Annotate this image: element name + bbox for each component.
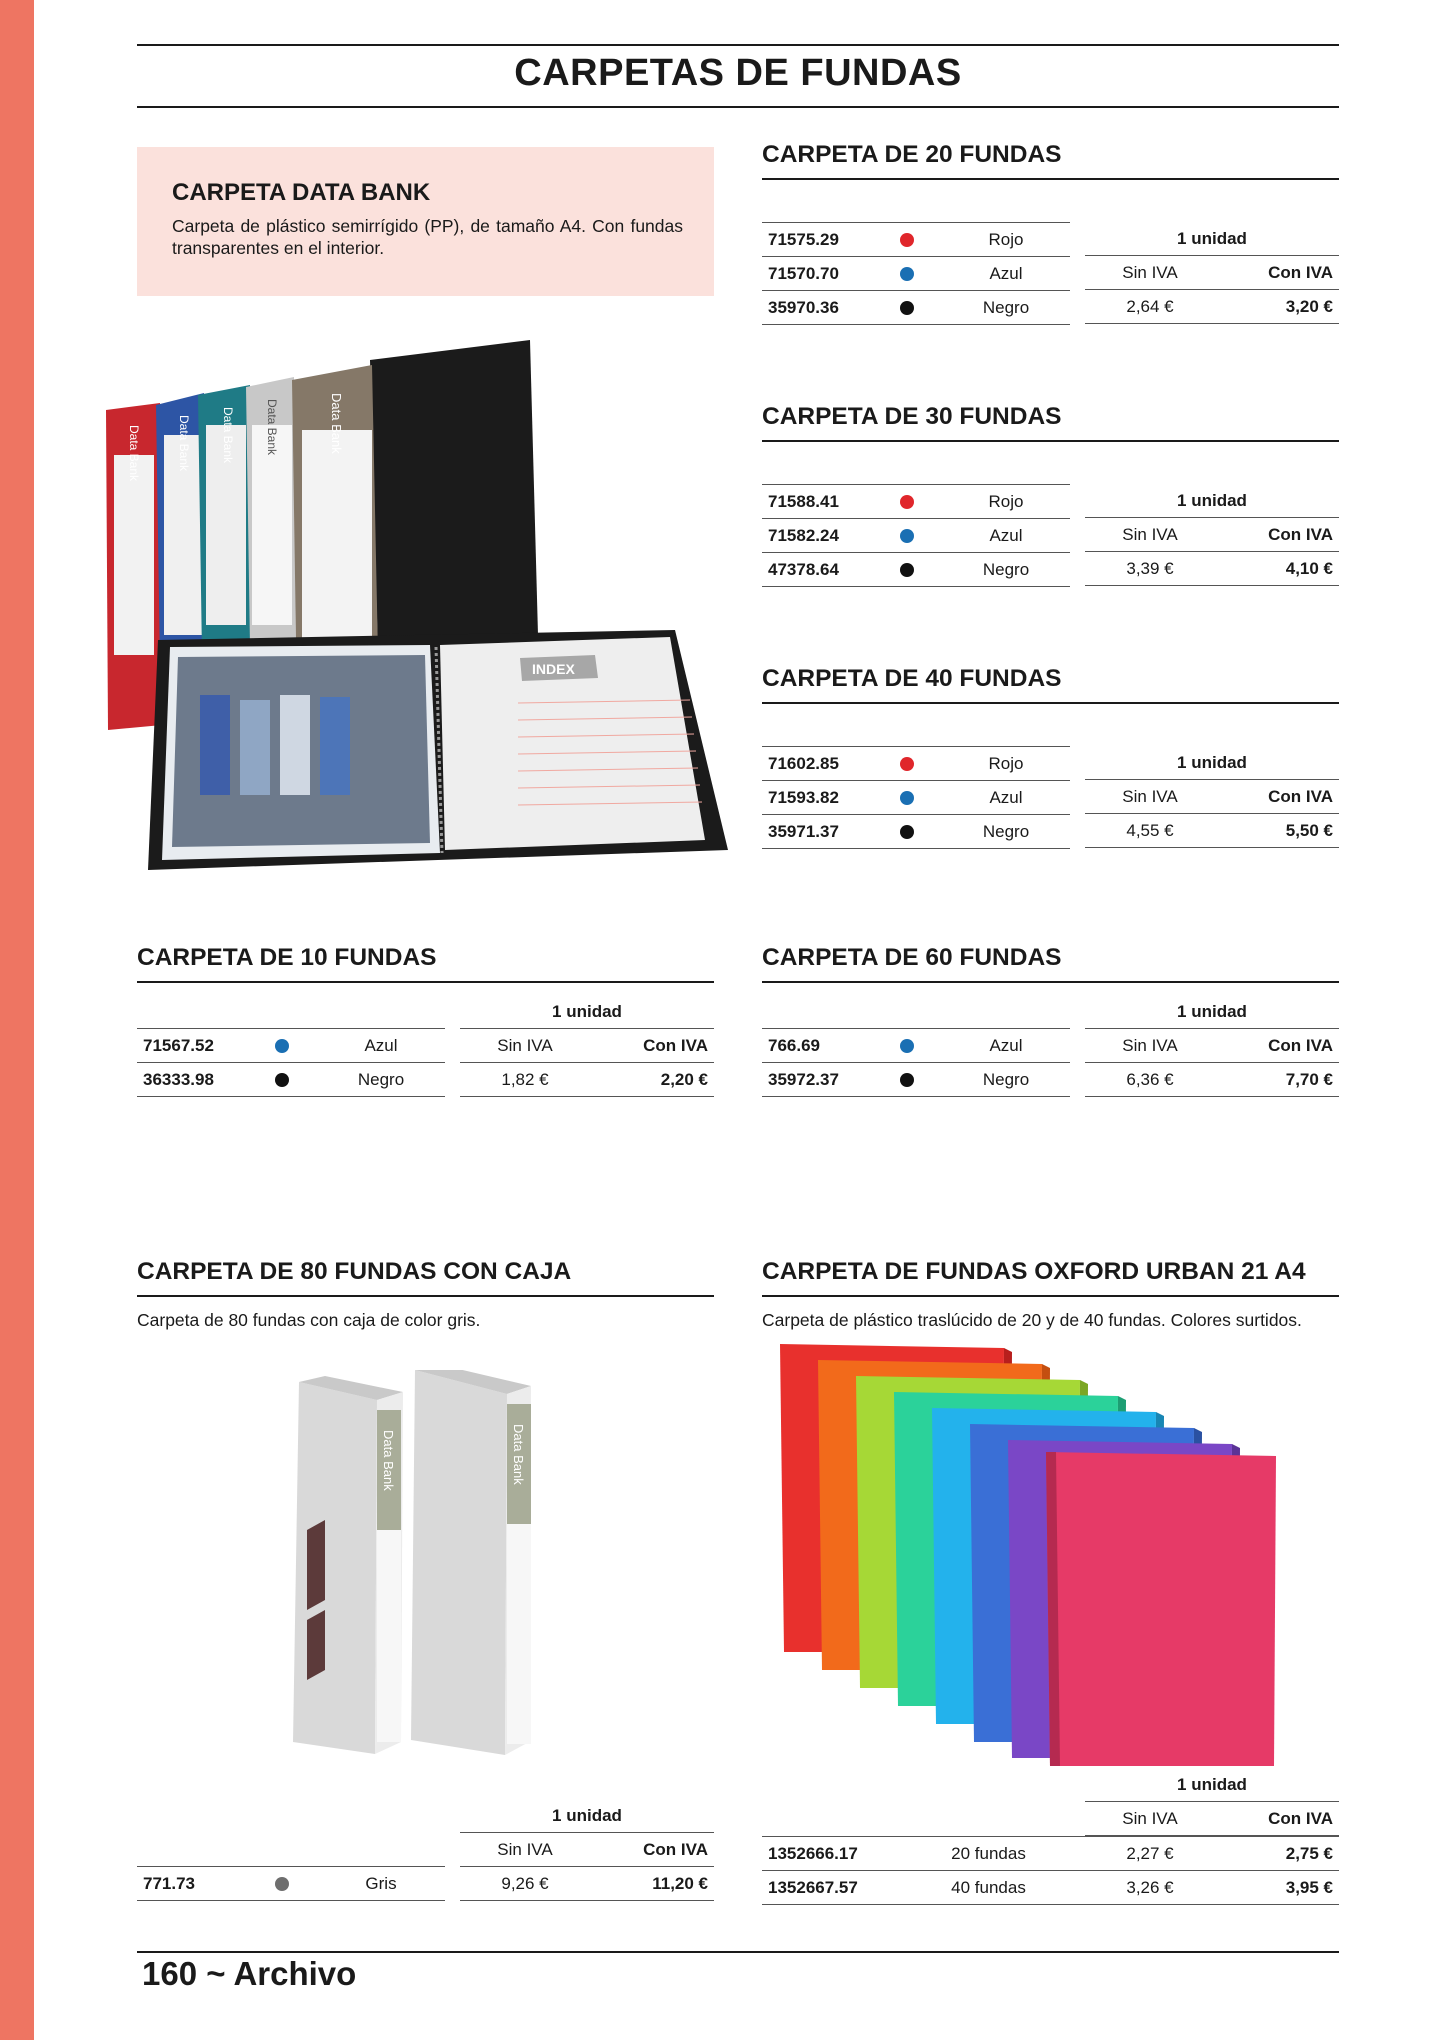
codes-table-20 bbox=[762, 222, 1070, 325]
prices-table-10 bbox=[460, 1028, 714, 1097]
codes-table-30 bbox=[762, 484, 1070, 587]
page-title: CARPETAS DE FUNDAS bbox=[514, 52, 962, 94]
section-title-rule bbox=[762, 178, 1339, 180]
accent-side-band bbox=[0, 0, 34, 2040]
table-row bbox=[762, 553, 1070, 587]
product-code: 35971.37 bbox=[762, 815, 872, 849]
section-title: CARPETA DE 60 FUNDAS bbox=[762, 944, 1062, 971]
con-iva-header: Con IVA bbox=[1215, 256, 1339, 290]
sin-iva-header: Sin IVA bbox=[460, 1833, 590, 1867]
product-code: 1352667.57 bbox=[762, 1871, 907, 1905]
color-name: Azul bbox=[317, 1029, 445, 1063]
section-title: CARPETA DE 30 FUNDAS bbox=[762, 403, 1062, 430]
table-row bbox=[762, 223, 1070, 257]
table-row bbox=[460, 1833, 714, 1867]
price-sin-iva: 3,39 € bbox=[1085, 552, 1215, 586]
table-row bbox=[1085, 1802, 1339, 1836]
black-folder-cover bbox=[370, 340, 538, 655]
table-row bbox=[1085, 1029, 1339, 1063]
red-dot-icon bbox=[900, 757, 914, 771]
codes-table-40 bbox=[762, 746, 1070, 849]
con-iva-header: Con IVA bbox=[1215, 518, 1339, 552]
section-title-rule bbox=[762, 981, 1339, 983]
section-60-fundas bbox=[762, 941, 1339, 983]
codes-table-10 bbox=[137, 1028, 445, 1097]
box-folders-photo bbox=[285, 1370, 565, 1760]
sin-iva-header: Sin IVA bbox=[1085, 1802, 1215, 1836]
color-name: Negro bbox=[942, 1063, 1070, 1097]
data-bank-folders-photo bbox=[100, 335, 730, 880]
table-row bbox=[762, 485, 1070, 519]
color-name: Negro bbox=[942, 815, 1070, 849]
box-spine-label: Data Bank bbox=[511, 1424, 526, 1485]
variant-name: 40 fundas bbox=[907, 1871, 1070, 1905]
unit-header: 1 unidad bbox=[1085, 746, 1339, 780]
color-name: Rojo bbox=[942, 223, 1070, 257]
product-code: 47378.64 bbox=[762, 553, 872, 587]
price-con-iva: 11,20 € bbox=[590, 1867, 714, 1901]
box-spine-label: Data Bank bbox=[381, 1430, 396, 1491]
table-row bbox=[762, 1837, 1339, 1871]
product-code: 71593.82 bbox=[762, 781, 872, 815]
title-bottom-rule bbox=[137, 106, 1339, 108]
spine-label: Data Bank bbox=[265, 399, 279, 456]
product-code: 766.69 bbox=[762, 1029, 872, 1063]
unit-header: 1 unidad bbox=[552, 1002, 622, 1021]
blue-dot-icon bbox=[275, 1039, 289, 1053]
section-title: CARPETA DE 20 FUNDAS bbox=[762, 141, 1062, 168]
color-name: Negro bbox=[317, 1063, 445, 1097]
blue-dot-icon bbox=[900, 791, 914, 805]
color-name: Azul bbox=[942, 1029, 1070, 1063]
table-row bbox=[762, 1063, 1070, 1097]
section-title: CARPETA DE 10 FUNDAS bbox=[137, 944, 437, 971]
product-code: 71575.29 bbox=[762, 223, 872, 257]
product-code: 771.73 bbox=[137, 1867, 247, 1901]
title-top-rule bbox=[137, 44, 1339, 46]
section-description: Carpeta de plástico traslúcido de 20 y de 40 fundas. Colores surtidos. bbox=[762, 1310, 1302, 1330]
table-row bbox=[762, 781, 1070, 815]
black-dot-icon bbox=[900, 301, 914, 315]
product-code: 36333.98 bbox=[137, 1063, 247, 1097]
price-sin-iva: 2,64 € bbox=[1085, 290, 1215, 324]
section-title-rule bbox=[137, 1295, 714, 1297]
table-row bbox=[1085, 1063, 1339, 1097]
blue-dot-icon bbox=[900, 1039, 914, 1053]
index-tab-label: INDEX bbox=[532, 661, 575, 677]
sin-iva-header: Sin IVA bbox=[460, 1029, 590, 1063]
color-name: Azul bbox=[942, 257, 1070, 291]
section-10-fundas bbox=[137, 941, 714, 983]
table-row bbox=[762, 1029, 1070, 1063]
table-row bbox=[137, 1063, 445, 1097]
section-oxford-urban bbox=[762, 1255, 1339, 1331]
price-sin-iva: 6,36 € bbox=[1085, 1063, 1215, 1097]
spine-label: Data Bank bbox=[177, 415, 191, 472]
product-code: 1352666.17 bbox=[762, 1837, 907, 1871]
price-con-iva: 7,70 € bbox=[1215, 1063, 1339, 1097]
spine-label: Data Bank bbox=[329, 393, 344, 454]
pink-oxford-folder bbox=[1046, 1452, 1276, 1766]
con-iva-header: Con IVA bbox=[1215, 1802, 1339, 1836]
sin-iva-header: Sin IVA bbox=[1085, 1029, 1215, 1063]
con-iva-header: Con IVA bbox=[590, 1029, 714, 1063]
product-code: 71570.70 bbox=[762, 257, 872, 291]
section-20-fundas bbox=[762, 138, 1339, 180]
price-con-iva: 5,50 € bbox=[1215, 814, 1339, 848]
price-sin-iva: 3,26 € bbox=[1085, 1871, 1215, 1905]
blue-dot-icon bbox=[900, 529, 914, 543]
blue-dot-icon bbox=[900, 267, 914, 281]
section-title-rule bbox=[762, 702, 1339, 704]
color-name: Azul bbox=[942, 519, 1070, 553]
section-title-rule bbox=[137, 981, 714, 983]
price-sin-iva: 2,27 € bbox=[1085, 1837, 1215, 1871]
section-title: CARPETA DE 40 FUNDAS bbox=[762, 665, 1062, 692]
spine-label: Data Bank bbox=[221, 407, 235, 464]
unit-header: 1 unidad bbox=[1085, 484, 1339, 518]
table-row bbox=[1085, 780, 1339, 814]
open-folder bbox=[148, 630, 728, 870]
price-con-iva: 3,95 € bbox=[1215, 1871, 1339, 1905]
data-bank-title: CARPETA DATA BANK bbox=[172, 179, 431, 206]
price-con-iva: 4,10 € bbox=[1215, 552, 1339, 586]
section-title-rule bbox=[762, 440, 1339, 442]
prices-header-oxford bbox=[1085, 1768, 1339, 1836]
section-description: Carpeta de 80 fundas con caja de color gris. bbox=[137, 1310, 481, 1330]
footer-rule bbox=[137, 1951, 1339, 1953]
table-row bbox=[137, 1867, 445, 1901]
unit-header: 1 unidad bbox=[1177, 1002, 1247, 1021]
table-row bbox=[762, 1871, 1339, 1905]
color-name: Azul bbox=[942, 781, 1070, 815]
table-row bbox=[1085, 1768, 1339, 1802]
price-con-iva: 2,75 € bbox=[1215, 1837, 1339, 1871]
table-row bbox=[460, 1867, 714, 1901]
table-row bbox=[460, 1063, 714, 1097]
black-dot-icon bbox=[900, 825, 914, 839]
red-dot-icon bbox=[900, 495, 914, 509]
price-sin-iva: 1,82 € bbox=[460, 1063, 590, 1097]
page-footer: 160 ~ Archivo bbox=[142, 1955, 357, 1992]
sin-iva-header: Sin IVA bbox=[1085, 256, 1215, 290]
spine-label: Data Bank bbox=[127, 425, 141, 482]
red-dot-icon bbox=[900, 233, 914, 247]
oxford-folders-photo bbox=[776, 1340, 1286, 1770]
section-80-fundas-caja bbox=[137, 1255, 714, 1331]
sin-iva-header: Sin IVA bbox=[1085, 518, 1215, 552]
price-sin-iva: 4,55 € bbox=[1085, 814, 1215, 848]
price-con-iva: 2,20 € bbox=[590, 1063, 714, 1097]
table-row bbox=[460, 1029, 714, 1063]
table-row bbox=[1085, 746, 1339, 780]
black-dot-icon bbox=[275, 1073, 289, 1087]
color-name: Gris bbox=[317, 1867, 445, 1901]
table-row bbox=[1085, 814, 1339, 848]
price-con-iva: 3,20 € bbox=[1215, 290, 1339, 324]
section-30-fundas bbox=[762, 400, 1339, 442]
con-iva-header: Con IVA bbox=[1215, 1029, 1339, 1063]
codes-table-60 bbox=[762, 1028, 1070, 1097]
prices-table-30 bbox=[1085, 484, 1339, 586]
section-40-fundas bbox=[762, 662, 1339, 704]
table-row bbox=[762, 815, 1070, 849]
color-name: Rojo bbox=[942, 485, 1070, 519]
table-row bbox=[762, 519, 1070, 553]
black-dot-icon bbox=[900, 1073, 914, 1087]
variant-name: 20 fundas bbox=[907, 1837, 1070, 1871]
unit-header: 1 unidad bbox=[1085, 222, 1339, 256]
table-row bbox=[1085, 222, 1339, 256]
unit-header: 1 unidad bbox=[552, 1806, 622, 1825]
data-bank-description: Carpeta de plástico semirrígido (PP), de tamaño A4. Con fundas transparentes en el interior. bbox=[172, 216, 683, 258]
black-dot-icon bbox=[900, 563, 914, 577]
price-sin-iva: 9,26 € bbox=[460, 1867, 590, 1901]
table-row bbox=[762, 291, 1070, 325]
codes-table-80 bbox=[137, 1866, 445, 1901]
prices-table-80 bbox=[460, 1832, 714, 1901]
prices-table-20 bbox=[1085, 222, 1339, 324]
product-code: 71582.24 bbox=[762, 519, 872, 553]
section-title: CARPETA DE 80 FUNDAS CON CAJA bbox=[137, 1258, 572, 1285]
color-name: Negro bbox=[942, 291, 1070, 325]
table-row bbox=[1085, 290, 1339, 324]
product-code: 71602.85 bbox=[762, 747, 872, 781]
data-bank-info-box bbox=[137, 147, 714, 296]
table-row bbox=[1085, 518, 1339, 552]
product-code: 71588.41 bbox=[762, 485, 872, 519]
section-title: CARPETA DE FUNDAS OXFORD URBAN 21 A4 bbox=[762, 1258, 1306, 1285]
oxford-table bbox=[762, 1836, 1339, 1905]
table-row bbox=[1085, 256, 1339, 290]
unit-header: 1 unidad bbox=[1085, 1768, 1339, 1802]
color-name: Rojo bbox=[942, 747, 1070, 781]
prices-table-60 bbox=[1085, 1028, 1339, 1097]
product-code: 35972.37 bbox=[762, 1063, 872, 1097]
table-row bbox=[762, 747, 1070, 781]
table-row bbox=[1085, 484, 1339, 518]
color-name: Negro bbox=[942, 553, 1070, 587]
sin-iva-header: Sin IVA bbox=[1085, 780, 1215, 814]
section-title-rule bbox=[762, 1295, 1339, 1297]
con-iva-header: Con IVA bbox=[1215, 780, 1339, 814]
prices-table-40 bbox=[1085, 746, 1339, 848]
table-row bbox=[137, 1029, 445, 1063]
product-code: 35970.36 bbox=[762, 291, 872, 325]
product-code: 71567.52 bbox=[137, 1029, 247, 1063]
con-iva-header: Con IVA bbox=[590, 1833, 714, 1867]
grey-dot-icon bbox=[275, 1877, 289, 1891]
table-row bbox=[762, 257, 1070, 291]
table-row bbox=[1085, 552, 1339, 586]
